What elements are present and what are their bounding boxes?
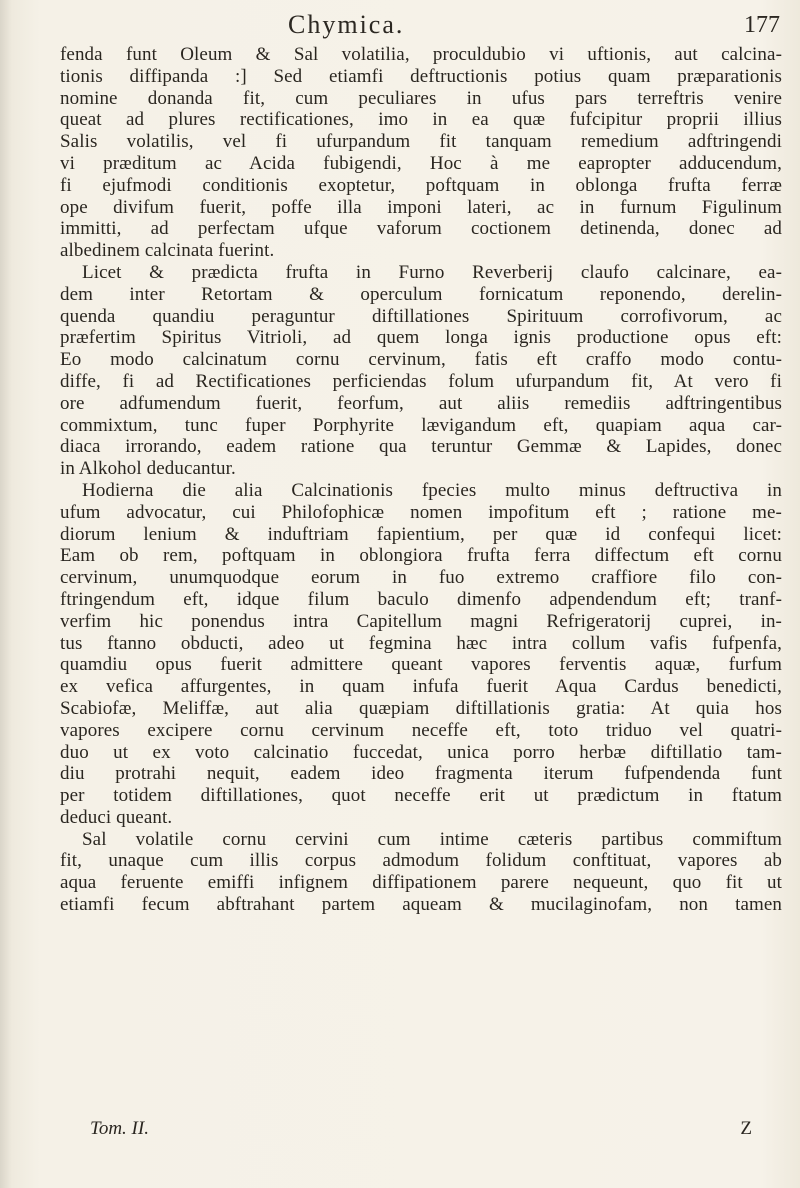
gathering-signature: Z (740, 1118, 752, 1139)
volume-signature: Tom. II. (90, 1118, 149, 1139)
text-line: ope divifum fuerit, poffe illa imponi lateri, ac in furnum Figulinum (60, 196, 782, 218)
text-line: cervinum, unumquodque eorum in fuo extremo craffiore filo con- (60, 567, 782, 589)
text-line: vapores excipere cornu cervinum neceffe eft, toto triduo vel quatri- (60, 719, 782, 741)
text-line: albedinem calcinata fuerint. (60, 240, 275, 262)
text-line: ftringendum eft, idque filum baculo dimenfo adpendendum eft; tranf- (60, 588, 782, 610)
text-line: commixtum, tunc fuper Porphyrite lævigandum eft, quapiam aqua car- (60, 414, 782, 436)
text-line: aqua feruente emiffi infignem diffipationem parere nequeunt, quo fit ut (60, 872, 782, 894)
text-line: Sal volatile cornu cervini cum intime cæteris partibus commiftum (82, 828, 782, 850)
text-line: præfertim Spiritus Vitrioli, ad quem longa ignis productione opus eft: (60, 327, 782, 349)
running-head: Chymica. (288, 10, 405, 39)
text-line: deduci queant. (60, 806, 173, 828)
text-line: immitti, ad perfectam ufque vaforum coctionem detinenda, donec ad (60, 218, 782, 240)
text-line: Scabiofæ, Meliffæ, aut alia quæpiam diftillationis gratia: At quia hos (60, 697, 782, 719)
text-line: quenda quandiu peraguntur diftillationes Spirituum corrofivorum, ac (60, 305, 782, 327)
text-line: fenda funt Oleum & Sal volatilia, proculdubio vi uftionis, aut calcina- (60, 44, 782, 65)
text-line: Hodierna die alia Calcinationis fpecies multo minus deftructiva in (82, 479, 782, 501)
gutter-shadow (0, 0, 12, 1188)
text-line: quamdiu opus fuerit admittere queant vapores ferventis aquæ, furfum (60, 654, 782, 676)
text-line: fit, unaque cum illis corpus admodum folidum conftituat, vapores ab (60, 850, 782, 872)
text-line: queat ad plures rectificationes, imo in ea quæ fufcipitur proprii illius (60, 109, 782, 131)
text-line: diorum lenium & induftriam fapientium, per quæ id confequi licet: (60, 523, 782, 545)
text-line: Eo modo calcinatum cornu cervinum, fatis eft craffo modo contu- (60, 349, 782, 371)
text-line: nomine donanda fit, cum peculiares in ufus pars terreftris venire (60, 87, 782, 109)
text-line: ufum advocatur, cui Philofophicæ nomen impofitum eft ; ratione me- (60, 501, 782, 523)
text-line: ore adfumendum fuerit, feorfum, aut aliis remediis adftringentibus (60, 392, 782, 414)
text-line: duo ut ex voto calcinatio fuccedat, unica porro herbæ diftillatio tam- (60, 741, 782, 763)
page-footer (60, 1118, 782, 1148)
text-line: Licet & prædicta frufta in Furno Reverberij claufo calcinare, ea- (82, 261, 782, 283)
text-line: Salis volatilis, vel fi ufurpandum fit tanquam remedium adftringendi (60, 131, 782, 153)
text-line: diaca irrorando, eadem ratione qua teruntur Gemmæ & Lapides, donec (60, 436, 782, 458)
text-line: in Alkohol deducantur. (60, 458, 236, 480)
text-line: tionis diffipanda :] Sed etiamfi deftructionis potius quam præparationis (60, 65, 782, 87)
text-line: vi præditum ac Acida fubigendi, Hoc à me eapropter adducendum, (60, 152, 782, 174)
text-line: dem inter Retortam & operculum fornicatum reponendo, derelin- (60, 283, 782, 305)
text-line: Eam ob rem, poftquam in oblongiora frufta ferra diffectum eft cornu (60, 545, 782, 567)
page-header (60, 6, 780, 46)
text-line: verfim hic ponendus intra Capitellum magni Refrigeratorij cuprei, in- (60, 610, 782, 632)
text-line: per totidem diftillationes, quot neceffe erit ut prædictum in ftatum (60, 785, 782, 807)
text-line: diu protrahi nequit, eadem ideo fragmenta iterum fufpendenda funt (60, 763, 782, 785)
text-line: ex vefica affurgentes, in quam infufa fuerit Aqua Cardus benedicti, (60, 676, 782, 698)
text-line: diffe, fi ad Rectificationes perficiendas folum ufurpandum fit, At vero fi (60, 370, 782, 392)
text-line: tus ftanno obducti, adeo ut fegmina hæc intra collum vafis fufpenfa, (60, 632, 782, 654)
text-line: fi ejufmodi conditionis exoptetur, poftquam in oblonga frufta ferræ (60, 174, 782, 196)
text-line: etiamfi fecum abftrahant partem aqueam & mucilaginofam, non tamen (60, 894, 782, 916)
body-text (60, 44, 782, 916)
page-number: 177 (744, 12, 780, 38)
